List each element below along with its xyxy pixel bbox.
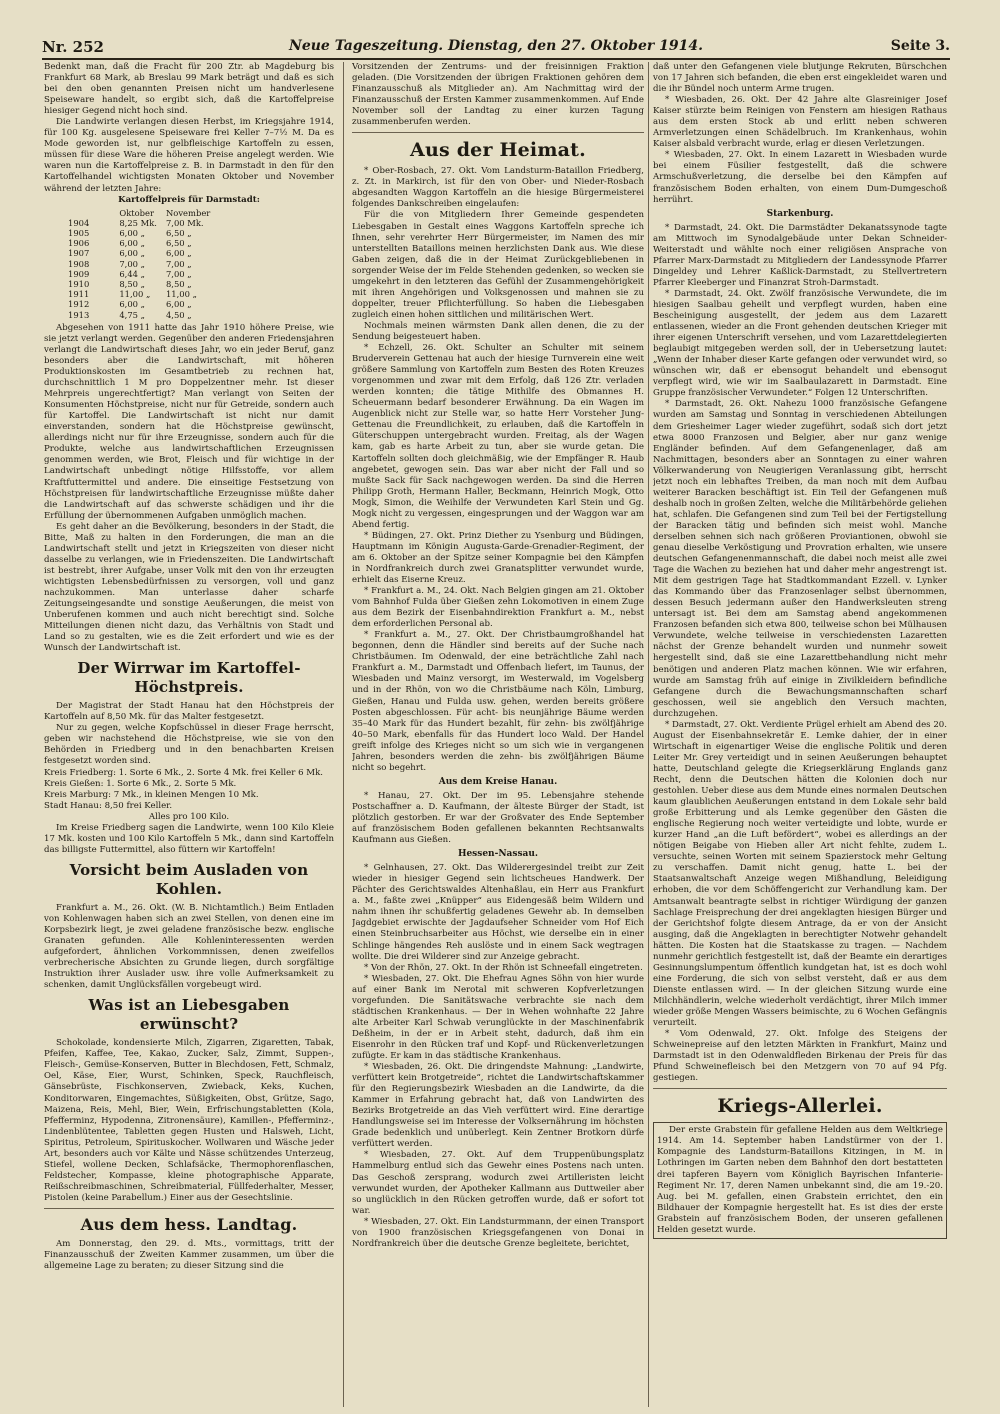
table-row: [68, 218, 219, 228]
article-paragraph: * Frankfurt a. M., 24. Okt. Nach Belgien gingen am 21. Oktober vom Bahnhof Fulda über Gießen zehn Lokomotiven in einem Zuge aus dem Bezirk der Eisenbahndirektion Frankfurt a. M., nebst dem erforderlichen Personal ab.: [352, 586, 644, 630]
article-paragraph: Frankfurt a. M., 26. Okt. (W. B. Nichtamtlich.) Beim Entladen von Kohlenwagen haben sich an zwei Stellen, von denen eine im Korpsbezirk liegt, je zwei geladene französische bezw. englische Granaten gefunden. Alle Kohleninteressenten werden aufgefordert, ähnlichen Vorkommnissen, denen zweifellos verbrecherische Absichten zu Grunde liegen, durch sorgfältige Instruktion ihrer Auslader usw. ihre volle Aufmerksamkeit zu schenken, damit Unglücksfällen vorgebeugt wird.: [44, 902, 334, 991]
page-number: Seite 3.: [890, 38, 950, 54]
price-line: Kreis Marburg: 7 Mk., in kleinen Mengen 10 Mk.: [44, 789, 259, 800]
column-rule-1: [343, 62, 344, 1407]
price-line: Kreis Gießen: 1. Sorte 6 Mk., 2. Sorte 5 Mk.: [44, 778, 237, 789]
article-paragraph: * Wiesbaden, 27. Okt. Ein Landsturmmann, der einen Transport von 1900 französischen Kriegsgefangenen von Donai in Nordfrankreich über die deutsche Grenze begleitete, berichtet,: [352, 1216, 644, 1249]
divider: [44, 1208, 334, 1209]
subheading-kreis-hanau: Aus dem Kreise Hanau.: [438, 776, 558, 787]
table-cell: 6,00 „: [119, 228, 145, 239]
table-cell: 7,00 „: [165, 258, 192, 269]
table-cell: 1905: [68, 228, 90, 239]
headline-aus-der-heimat: Aus der Heimat.: [410, 139, 586, 162]
table-cell: 1910: [68, 279, 90, 290]
table-cell: 11,00 „: [119, 289, 151, 300]
divider: [653, 1088, 947, 1089]
table-cell: November: [165, 207, 211, 218]
article-paragraph: * Darmstadt, 24. Okt. Zwölf französische Verwundete, die im hiesigen Saalbau geheilt und verpflegt wurden, haben eine Bescheinigung ausgestellt, der jedem aus dem Lazarett entlassenen, wieder an die Front gehenden deutschen Krieger mit ihrer eigenen Unterschrift versehen, und vom Lazarettdelegierten beglaubigt mitgegeben werden soll, der in Uebersetzung lautet: „Wenn der Inhaber dieser Karte gefangen oder verwundet wird, so wünschen wir, daß er ebensogut behandelt und ebensogut verpflegt wird, wie wir im Saalbaulazarett in Darmstadt. Eine Gruppe französischer Verwundeter.“ Folgen 12 Unterschriften.: [653, 288, 947, 399]
table-cell: 8,50 „: [119, 279, 145, 290]
article-paragraph: Bedenkt man, daß die Fracht für 200 Ztr. ab Magdeburg bis Frankfurt 68 Mark, ab Breslau 99 Mark beträgt und daß es sich bei den oben genannten Preisen nicht um handverlesene Speiseware handelt, so ergibt sich, daß die Kartoffelpreise hiesiger Gegend nicht hoch sind.: [44, 62, 334, 117]
table-row: [68, 279, 219, 289]
article-paragraph: Der Magistrat der Stadt Hanau hat den Höchstpreis der Kartoffeln auf 8,50 Mk. für das Malter festgesetzt.: [44, 701, 334, 723]
table-row: [68, 238, 219, 248]
table-row: [68, 259, 219, 269]
masthead-date: Neue Tageszeitung. Dienstag, den 27. Oktober 1914.: [289, 38, 703, 54]
table-cell: 7,00 „: [119, 258, 145, 269]
article-paragraph: daß unter den Gefangenen viele blutjunge Rekruten, Bürschchen von 17 Jahren sich befanden, die eben erst eingekleidet waren und die ihr Bündel noch unterm Arme trugen.: [653, 62, 947, 95]
table-row: [68, 299, 219, 309]
table-cell: 6,00 „: [165, 299, 192, 310]
page-header: [42, 36, 950, 60]
table-row: [68, 228, 219, 238]
table-row: [68, 310, 219, 320]
table-cell: 1904: [68, 217, 90, 228]
article-paragraph: Die Landwirte verlangen diesen Herbst, im Kriegsjahre 1914, für 100 Kg. ausgelesene Speiseware frei Keller 7–7½ M. Da es Mode geworden ist, nur gelbfleischige Kartoffeln zu essen, müssen für diese Ware die höheren Preise angelegt werden. Wie waren nun die Kartoffelpreise z. B. in Darmstadt in den für den Kartoffelhandel wichtigsten Monaten Oktober und November während der letzten Jahre:: [44, 117, 334, 194]
table-row: [68, 248, 219, 258]
article-paragraph: * Wiesbaden, 26. Okt. Der 42 Jahre alte Glasreiniger Josef Kaiser stürzte beim Reinigen von Fenstern am hiesigen Rathaus aus dem ersten Stock ab und erlitt neben schweren Armverletzungen einen Schädelbruch. Im Krankenhaus, wohin Kaiser alsbald verbracht wurde, erlag er diesen Verletzungen.: [653, 95, 947, 150]
issue-number: Nr. 252: [42, 38, 104, 56]
article-paragraph: * Von der Rhön, 27. Okt. In der Rhön ist Schneefall eingetreten.: [364, 962, 643, 973]
headline-liebesgaben: Was ist an Liebesgaben erwünscht?: [88, 996, 290, 1034]
article-paragraph: Am Donnerstag, den 29. d. Mts., vormittags, tritt der Finanzausschuß der Zweiten Kammer zusammen, um über die allgemeine Lage zu beraten; zu dieser Sitzung sind die: [44, 1238, 334, 1272]
table-cell: 6,44 „: [119, 268, 145, 279]
table-cell: [68, 208, 119, 218]
article-paragraph: Nochmals meinen wärmsten Dank allen denen, die zu der Sendung beigesteuert haben.: [352, 320, 644, 342]
table-row: [68, 289, 219, 299]
article-box: [653, 1122, 947, 1238]
price-note: Alles pro 100 Kilo.: [148, 811, 230, 822]
article-paragraph: * Darmstadt, 26. Okt. Nahezu 1000 französische Gefangene wurden am Samstag und Sonntag in verschiedenen Abteilungen dem Griesheimer Lager wieder zugeführt, sodaß sich dort jetzt etwa 8000 Franzosen und Belgier, aber nur ganz wenige Engländer befinden. Auf dem Gefangenenlager, daß am Nachmittagen, besonders aber an Sonntagen zu einer wahren Völkerwanderung von Neugierigen Veranlassung gibt, herrscht jetzt noch ein lebhaftes Treiben, da man noch mit dem Aufbau weiterer Baracken beschäftigt ist. Ein Teil der Gefangenen muß deshalb noch in großen Zelten, welche die Militärbehörde geliehen hat, schlafen. Die Gefangenen sind zum Teil bei der Fertigstellung der Baracken tätig und befinden sich meist wohl. Manche derselben sehnen sich nach größeren Proviantionen, obwohl sie genau dieselbe Verköstigung und Provration erhalten, wie unsere deutschen Gefangenenmannschaft, die dabei noch meist alle zwei Tage die Wachen zu beziehen hat und daher mehr angestrengt ist. Mit dem gestrigen Tage hat Stadtkommandant Ezzell. v. Lynker das Kommando über das Franzosenlager selbst übernommen, dessen Besuch jedermann außer den Handwerksleuten streng untersagt ist. Bei dem am Samstag abend angekommenen Franzosen befanden sich etwa 800, teilweise schon bei Mülhausen Verwundete, welche teilweise in verschiedensten Lazaretten nächst der Grenze behandelt wurden und nunmehr soweit hergestellt sind, daß sie eine Lazarettbehandlung nicht mehr benötigen und anderen Platz machen können. Wie wir erfahren, wurde am Samstag früh auf einige in Zivilkleidern befindliche Gefangene durch die Bewachungsmannschaften scharf geschossen, weil sie angeblich den Versuch machten, durchzugehen.: [653, 399, 947, 719]
price-table: [68, 208, 219, 320]
article-paragraph: * Hanau, 27. Okt. Der im 95. Lebensjahre stehende Postschaffner a. D. Kaufmann, der älteste Bürger der Stadt, ist plötzlich gestorben. Er war der Großvater des Ende September auf französischem Boden gefallenen bekannten Rechtsanwalts Kaufmann aus Gießen.: [352, 790, 644, 846]
table-cell: 6,50 „: [165, 228, 192, 239]
article-paragraph: Nur zu gegen, welche Kopfschüssel in dieser Frage herrscht, geben wir nachstehend die Höchstpreise, wie sie von den Behörden in Friedberg und in den benachbarten Kreisen festgesetzt worden sind.: [44, 723, 334, 767]
price-table-title: Kartoffelpreis für Darmstadt:: [118, 194, 260, 205]
column-1: [44, 62, 334, 1407]
article-paragraph: * Wiesbaden, 27. Okt. In einem Lazarett in Wiesbaden wurde bei einem Füsilier festgestellt, daß die schwere Armschußverletzung, die derselbe bei den Kämpfen auf französischem Boden erhalten, von einem Dum-Dumgeschoß herrührt.: [653, 150, 947, 205]
headline-kartoffel-hoechstpreis: Der Wirrwar im Kartoffel-Höchstpreis.: [77, 659, 301, 697]
article-paragraph: Der erste Grabstein für gefallene Helden aus dem Weltkriege 1914. Am 14. September haben Landstürmer von der 1. Kompagnie des Landsturm-Bataillons Kitzingen, in M. in Lothringen im Garten neben dem Bahnhof den dort bestatteten drei tapferen Bayern vom Königlich Bayrischen Infanterie-Regiment Nr. 17, deren Namen unbekannt sind, die am 19.-20. Aug. bei M. gefallen, einen Grabstein errichtet, den ein Bildhauer der Kompagnie hergestellt hat. Es ist dies der erste Grabstein auf französischem Boden, der unseren gefallenen Helden gesetzt wurde.: [657, 1125, 943, 1235]
headline-landtag: Aus dem hess. Landtag.: [80, 1214, 298, 1234]
article-paragraph: * Wiesbaden, 27. Okt. Auf dem Truppenübungsplatz Hammelburg entlud sich das Gewehr eines Postens nach unten. Das Geschoß zersprang, wodurch zwei Artilleristen leicht verwundet wurden, der Apotheker Kallmann aus Duttweiler aber so unglücklich in den Rücken getroffen wurde, daß er sofort tot war.: [352, 1150, 644, 1216]
article-paragraph: * Echzell, 26. Okt. Schulter an Schulter mit seinem Bruderverein Gettenau hat auch der hiesige Turnverein eine weit größere Sammlung von Kartoffeln zum Besten des Roten Kreuzes vorgenommen und zwar mit dem Erfolg, daß 126 Ztr. verladen werden konnten; die tätige Mithilfe des Obmannes H. Scheuermann bedarf besonderer Erwähnung. Da ein Wagen im Augenblick nicht zur Stelle war, so hatte Herr Vorsteher Jung-Gettenau die Freundlichkeit, zu erlauben, daß die Kartoffeln in Güterschuppen untergebracht wurden. Freitag, als der Wagen kam, gab es harte Arbeit zu tun, aber sie wurde getan. Die Kartoffeln sollten doch gleichmäßig, wie der Empfänger R. Haub angebetet, gewogen sein. Das war aber nicht der Fall und so mußte Sack für Sack nachgewogen werden. Da sind die Herren Philipp Groth, Hermann Haller, Beckmann, Heinrich Mogk, Otto Mogk, Simon, die Weihilfe der Verwundeten Karl Stein und Gg. Mogk nicht zu vergessen, eingesprungen und der Waggon war am Abend fertig.: [352, 343, 644, 530]
article-paragraph: Abgesehen von 1911 hatte das Jahr 1910 höhere Preise, wie sie jetzt verlangt werden. Gegenüber den anderen Friedensjahren verlangt die Landwirtschaft dieses Jahr, wo ein jeder Beruf, ganz besonders aber die Landwirtschaft, mit höheren Produktionskosten im Gesamtbetrieb zu rechnen hat, durchschnittlich 1 M pro Doppelzentner mehr. Ist dieser Mehrpreis ungerechtfertigt? Man verlangt von Seiten der Konsumenten Höchstpreise, nicht nur für Getreide, sondern auch für Kartoffel. Die Landwirtschaft ist nicht nur damit einverstanden, sondern hat die Höchstpreise gewünscht, allerdings nicht nur für ihre Erzeugnisse, sondern auch für die Produkte, welche aus landwirtschaftlichen Erzeugnissen genommen werden, wie Brot, Fleisch und für wichtige in der Landwirtschaft unbedingt nötige Hilfsstoffe, vor allem Kraftfuttermittel und andere. Die einseitige Festsetzung von Höchstpreisen für landwirtschaftliche Erzeugnisse müßte daher die Landwirtschaft auf das schwerste schädigen und ihr die Erfüllung der übernommenen Aufgaben unmöglich machen.: [44, 322, 334, 521]
table-cell: 1909: [68, 268, 90, 279]
price-line: Kreis Friedberg: 1. Sorte 6 Mk., 2. Sorte 4 Mk. frei Keller 6 Mk.: [44, 767, 324, 778]
divider: [352, 132, 644, 133]
table-cell: 6,00 „: [165, 248, 192, 259]
headline-kriegs-allerlei: Kriegs-Allerlei.: [717, 1095, 883, 1118]
article-paragraph: * Ober-Rosbach, 27. Okt. Vom Landsturm-Bataillon Friedberg, z. Zt. in Markirch, ist für den von Ober- und Nieder-Rosbach abgesandten Waggon Kartoffeln an die hiesige Bürgermeisterei folgendes Dankschreiben eingelaufen:: [352, 166, 644, 210]
headline-vorsicht-kohlen: Vorsicht beim Ausladen von Kohlen.: [69, 860, 309, 898]
table-cell: 8,25 Mk.: [119, 217, 157, 228]
table-cell: Oktober: [119, 207, 154, 218]
table-cell: 8,50 „: [165, 279, 192, 290]
price-line: Stadt Hanau: 8,50 frei Keller.: [44, 800, 173, 811]
subheading-hessen-nassau: Hessen-Nassau.: [457, 849, 539, 860]
article-paragraph: * Gelnhausen, 27. Okt. Das Wilderergesindel treibt zur Zeit wieder in hiesiger Gegend sein lichtscheues Handwerk. Der Pächter des Gerichtswaldes Altenhaßlau, ein Herr aus Frankfurt a. M., faßte zwei „Knüpper“ aus Eidengesäß beim Wildern und nahm ihnen ihr schußfertig geladenes Gewehr ab. In demselben Jagdgebiet erwischte der Jagdaufseher Schneider vom Hof Eich einen Steinbruchsarbeiter aus Höchst, wie derselbe ein in einer Schlinge hängendes Reh auslöste und in einem Sack wegtragen wollte. Die drei Wilderer sind zur Anzeige gebracht.: [352, 863, 644, 962]
table-cell: 1908: [68, 258, 90, 269]
table-cell: 1906: [68, 238, 90, 249]
price-table-header: [68, 208, 219, 218]
article-paragraph: * Darmstadt, 27. Okt. Verdiente Prügel erhielt am Abend des 20. August der Eisenbahnsekretär E. Lemke dahier, der in einer Wirtschaft in eigenartiger Weise die englische Politik und deren Leiter Mr. Grey verteidigt und in seinen Aeußerungen behauptet hatte, Deutschland gelegte die Kriegserklärung Englands ganz Recht, denn die Deutschen hätten die Kolonien doch nur gestohlen. Ueber diese aus dem Munde eines normalen Deutschen kaum glaublichen Aeußerungen entstand in dem Lokale sehr bald große Erbitterung und als Lemke gegenüber den Gästen die englische Regierung noch weiter verteidigte und lobte, wurde er kurzer Hand „an die Luft befördert“, wobei es allerdings an der nötigen Beigabe von Hieben aller Art nicht fehlte, zudem L. versuchte, seinen Worten mit seinem Spazierstock mehr Geltung zu verschaffen. Damit nicht genug, hatte L. bei der Staatsanwaltschaft Anzeige wegen Mißhandlung, Beleidigung erhoben, die vor dem Schöffengericht zur Verhandlung kam. Der Amtsanwalt beantragte selbst in richtiger Würdigung der ganzen Sachlage Freisprechung der drei angeklagten hiesigen Bürger und der Gerichtshof folgte diesem Antrage, da er von der Ansicht ausging, daß die Angeklagten in berechtigter Notwehr gehandelt hätten. Die Kosten hat die Staatskasse zu tragen. — Nachdem nunmehr gerichtlich festgestellt ist, daß der Beamte ein derartiges Gesinnungslumpentum öffentlich kundgetan hat, ist es doch wohl eine Forderung, die sich von selbst versteht, daß er aus dem Dienste entlassen wird. — In der gleichen Sitzung wurde eine Milchhändlerin, welche wiederholt verdächtigt, ihrer Milch immer wieder größe Mengen Wassers beimischte, zu 6 Wochen Gefängnis verurteilt.: [653, 719, 947, 1029]
table-row: [68, 269, 219, 279]
table-cell: 6,00 „: [119, 299, 145, 310]
article-paragraph: Es geht daher an die Bevölkerung, besonders in der Stadt, die Bitte, Maß zu halten in den Forderungen, die man an die Landwirtschaft stellt und jetzt in Kriegszeiten von dieser nicht dasselbe zu verlangen, wie in Friedenszeiten. Die Landwirtschaft ist bestrebt, ihrer Aufgabe, unser Volk mit den von ihr erzeugten wichtigsten Lebensbedürfnissen zu versorgen, voll und ganz nachzukommen. Man unterlasse daher scharfe Zeitungseingesandte und sonstige Aeußerungen, die meist von Unberufenen kommen und auch nicht berechtigt sind. Solche Mitteilungen dienen nicht dazu, das Verhältnis von Stadt und Land so zu gestalten, wie es die Zeit erfordert und wie es der Wunsch der Landwirtschaft ist.: [44, 521, 334, 654]
article-paragraph: Im Kreise Friedberg sagen die Landwirte, wenn 100 Kilo Kleie 17 Mk. kosten und 100 Kilo Kartoffeln 5 Mk., dann sind Kartoffeln das billigste Futtermittel, also füttern wir Kartoffeln!: [44, 822, 334, 855]
article-paragraph: * Büdingen, 27. Okt. Prinz Diether zu Ysenburg und Büdingen, Hauptmann im Königin Augusta-Garde-Grenadier-Regiment, der am 6. Oktober an der Spitze seiner Kompagnie bei den Kämpfen in Nordfrankreich durch zwei Granatsplitter verwundet wurde, erhielt das Eiserne Kreuz.: [352, 530, 644, 586]
article-paragraph: * Frankfurt a. M., 27. Okt. Der Christbaumgroßhandel hat begonnen, denn die Händler sind bereits auf der Suche nach Christbäumen. Im Odenwald, der eine beträchtliche Zahl nach Frankfurt a. M., Darmstadt und Offenbach liefert, im Taunus, der Wiesbaden und Mainz versorgt, im Westerwald, im Vogelsberg und in der Rhön, von wo die Christbäume nach Köln, Limburg, Gießen, Hanau und Fulda usw. gehen, werden bereits größere Posten abgeschlossen. Für acht- bis neunjährige Bäume werden 35–40 Mark für das Hundert bezahlt, für zehn- bis zwölfjährige 40–50 Mark, ebenfalls für das Hundert loco Wald. Der Handel greift infolge des Krieges nicht so um sich wie in vergangenen Jahren, besonders werden die zehn- bis zwölfjährigen Bäume nicht so begehrt.: [352, 630, 644, 773]
table-cell: 1911: [68, 289, 90, 300]
column-3: [653, 62, 947, 1407]
table-cell: 1913: [68, 309, 90, 320]
article-paragraph: Für die von Mitgliedern Ihrer Gemeinde gespendeten Liebesgaben in Gestalt eines Waggons Kartoffeln spreche ich Ihnen, sehr verehrter Herr Bürgermeister, im Namen des mir unterstellten Bataillons meinen herzlichsten Dank aus. Wie diese Gaben zeigen, daß die in der Heimat Zurückgebliebenen in sorgender Weise der im Felde Stehenden gedenken, so wecken sie umgekehrt in den letzteren das Gefühl der Zusammengehörigkeit mit ihren Angehörigen und Volksgenossen und mahnen sie zu doppelter, treuer Pflichterfüllung. So haben die Liebesgaben zugleich einen hohen sittlichen und militärischen Wert.: [352, 210, 644, 320]
article-paragraph: * Wiesbaden, 26. Okt. Die dringendste Mahnung: „Landwirte, verfüttert kein Brotgetreide“, richtet die Landwirtschaftskammer für den Regierungsbezirk Wiesbaden an die Landwirte, da die Kammer in Erfahrung gebracht hat, daß von Landwirten des Bezirks Brotgetreide an das Vieh verfüttert wird. Eine derartige Handlungsweise sei im Interesse der Volksernährung im höchsten Grade bedenklich und unüberlegt. Kein Zentner Brotkorn dürfe verfüttert werden.: [352, 1062, 644, 1150]
table-cell: 4,75 „: [119, 309, 145, 320]
table-cell: 7,00 Mk.: [165, 217, 204, 228]
subheading-starkenburg: Starkenburg.: [766, 208, 834, 219]
article-paragraph: * Vom Odenwald, 27. Okt. Infolge des Steigens der Schweinepreise auf den letzten Märkten in Frankfurt, Mainz und Darmstadt ist in den Odenwaldfleden Birkenau der Preis für das Pfund Schweinefleisch bei den Metzgern von 70 auf 94 Pfg. gestiegen.: [653, 1029, 947, 1084]
table-cell: 1912: [68, 299, 90, 310]
article-paragraph: * Wiesbaden, 27. Okt. Die Ehefrau Agnes Söhn von hier wurde auf einer Bank im Nerotal mit schweren Kopfverletzungen vorgefunden. Die Sanitätswache verbrachte sie nach dem städtischen Krankenhaus. — Der in Wehen wohnhafte 22 Jahre alte Arbeiter Karl Schwab verunglückte in der Maschinenfabrik Deßheim, in der er in Arbeit steht, dadurch, daß ihm ein Eisenrohr in den Rücken traf und Kopf- und Rückenverletzungen zufügte. Er kam in das städtische Krankenhaus.: [352, 973, 644, 1061]
article-paragraph: Schokolade, kondensierte Milch, Zigarren, Zigaretten, Tabak, Pfeifen, Kaffee, Tee, Kakao, Zucker, Salz, Zimmt, Suppen-, Fleisch-, Gemüse-Konserven, Butter in Blechdosen, Fett, Schmalz, Oel, Käse, Eier, Wurst, Schinken, Speck, Rauchfleisch, Gänsebrüste, Fischkonserven, Zwieback, Keks, Kuchen, Konditorwaren, Eingemachtes, Süßigkeiten, Obst, Grütze, Sago, Maizena, Reis, Mehl, Bier, Wein, Erfrischungstabletten (Kola, Pfefferminz, Hypodenna, Zitronensäure), Kamillen-, Pfefferminz-, Lindenblütentee, Tabletten gegen Husten und Halsweh, Licht, Spiritus, Petroleum, Spirituskocher. Wollwaren und Wäsche jeder Art, besonders auch vor Kälte und Nässe schützendes Unterzeug, Stiefel, wollene Decken, Schlafsäcke, Thermophorenflaschen, Feldstecher, Kompasse, kleine photographische Apparate, Reißschreibmaschinen, Schreibmaterial, Füllfederhalter, Messer, Pistolen (keine Parabellum.) Einer aus der Gesechtslinie.: [44, 1038, 334, 1203]
table-cell: 6,50 „: [165, 238, 192, 249]
table-cell: 6,00 „: [119, 238, 145, 249]
table-cell: 7,00 „: [165, 268, 192, 279]
article-paragraph: * Darmstadt, 24. Okt. Die Darmstädter Dekanatssynode tagte am Mittwoch im Synodalgebäude unter Dekan Schneider-Weiterstadt und wählte noch einer religiösen Ansprache von Pfarrer Marx-Darmstadt zu Mitgliedern der Landessynode Pfarrer Dingeldey und Lehrer Kaßlick-Darmstadt, zu Stellvertretern Pfarrer Kleeberger und Finanzrat Stroh-Darmstadt.: [653, 222, 947, 288]
table-cell: 1907: [68, 248, 90, 259]
table-cell: 6,00 „: [119, 248, 145, 259]
table-cell: 11,00 „: [165, 289, 197, 300]
table-cell: 4,50 „: [165, 309, 192, 320]
column-2: [352, 62, 644, 1407]
article-paragraph: Vorsitzenden der Zentrums- und der freisinnigen Fraktion geladen. (Die Vorsitzenden der übrigen Fraktionen gehören dem Finanzausschuß als Mitglieder an). Am Nachmittag wird der Finanzausschuß der Ersten Kammer zusammenkommen. Auf Ende November soll der Landtag zu einer kurzen Tagung zusammenberufen werden.: [352, 62, 644, 128]
column-rule-2: [648, 62, 649, 1407]
